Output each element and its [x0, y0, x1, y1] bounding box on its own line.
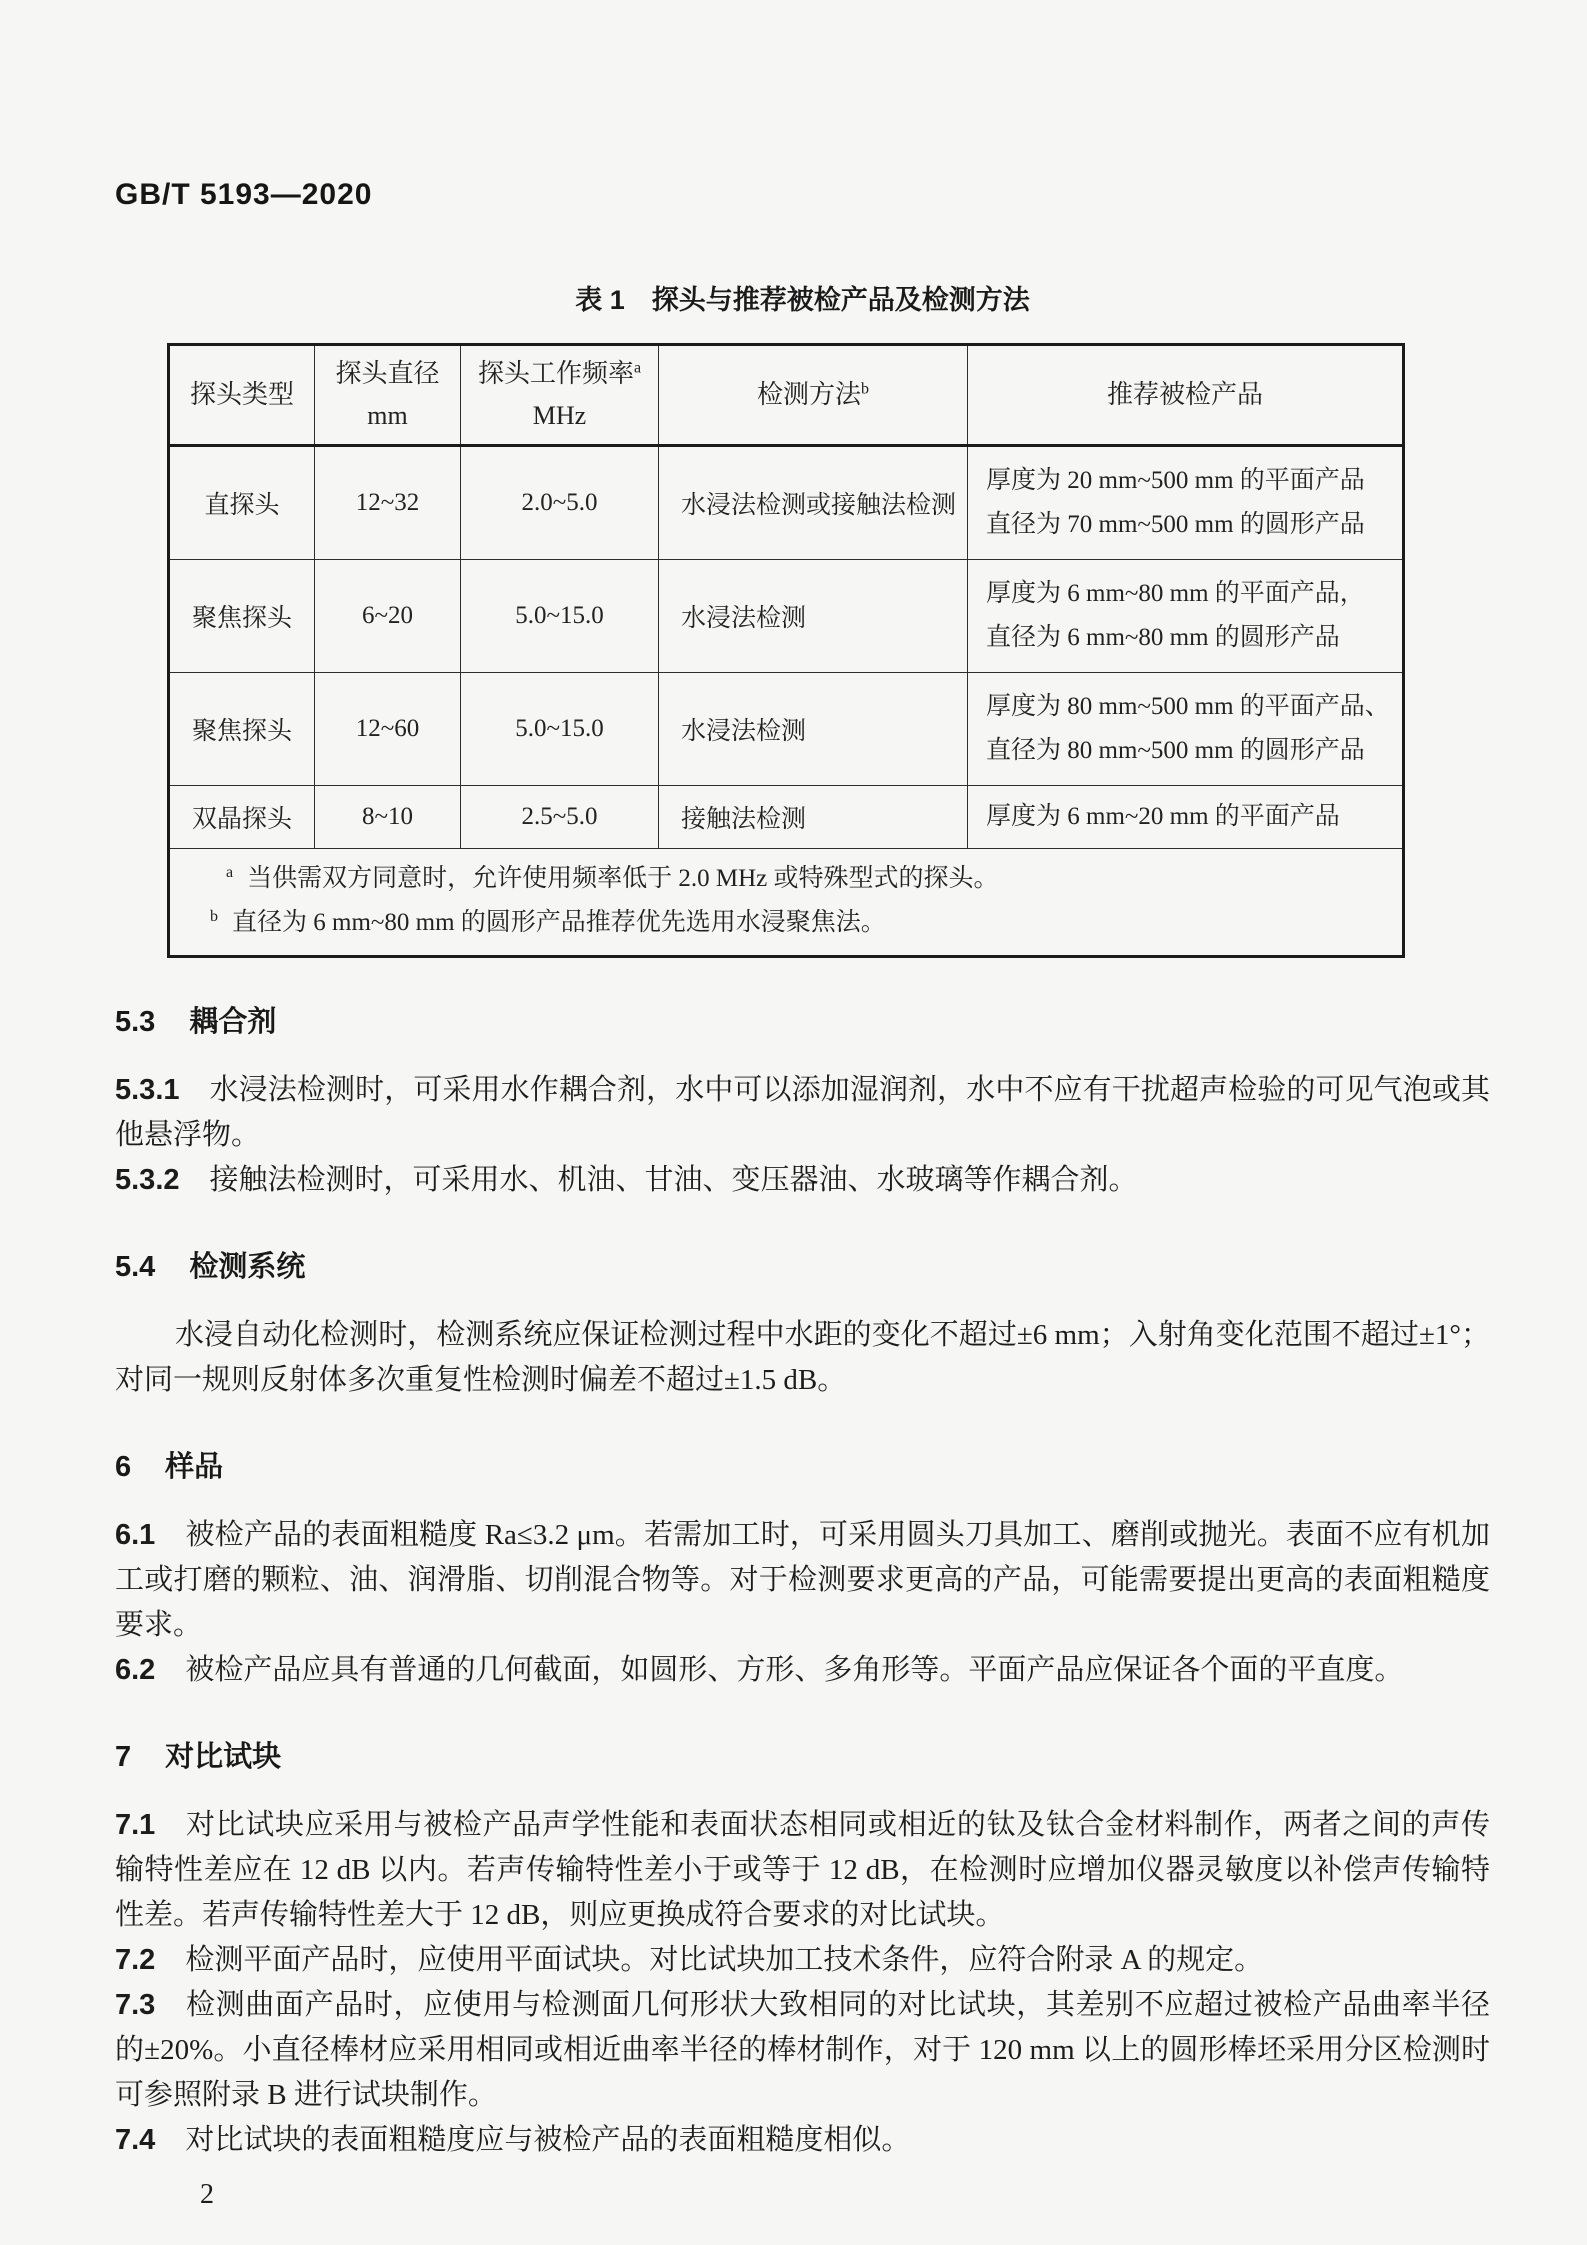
product-line: 厚度为 20 mm~500 mm 的平面产品 [986, 467, 1365, 494]
clause-number: 5.3.1 [115, 1074, 180, 1106]
footnote-marker: b [210, 907, 218, 925]
diameter-cell: 12~60 [315, 673, 461, 786]
table-row [169, 673, 1404, 786]
clause-paragraph [115, 1158, 1490, 1203]
table-row [169, 560, 1404, 673]
paragraph-text: 水浸自动化检测时，检测系统应保证检测过程中水距的变化不超过±6 mm；入射角变化范围不超过±1°；对同一规则反射体多次重复性检测时偏差不超过±1.5 dB。 [115, 1319, 1490, 1396]
column-header-label: 探头工作频率 [477, 359, 634, 388]
section-title: 对比试块 [165, 1741, 282, 1773]
section-number: 5.4 [115, 1251, 156, 1283]
section-number: 7 [115, 1741, 132, 1773]
products-cell [968, 446, 1404, 560]
clause-paragraph [115, 1513, 1490, 1648]
footnote-row [169, 849, 1404, 957]
footnote-cell [169, 849, 1404, 957]
clause-number: 6.1 [115, 1519, 156, 1551]
table-footnote [210, 901, 1382, 945]
probe-type-cell: 直探头 [169, 446, 315, 560]
clause-number: 7.1 [115, 1809, 156, 1841]
column-header-5 [968, 345, 1404, 446]
body-paragraph [115, 1313, 1490, 1403]
clause-text: 接触法检测时，可采用水、机油、甘油、变压器油、水玻璃等作耦合剂。 [209, 1164, 1138, 1196]
product-line: 厚度为 6 mm~80 mm 的平面产品， [986, 580, 1365, 607]
clause-text: 检测平面产品时，应使用平面试块。对比试块加工技术条件，应符合附录 A 的规定。 [185, 1944, 1264, 1976]
table-footnote [226, 857, 1382, 901]
standard-number: GB/T 5193—2020 [115, 178, 373, 211]
section-heading [115, 1449, 1490, 1485]
section-heading [115, 1739, 1490, 1775]
clause-number: 7.4 [115, 2124, 156, 2156]
clause-paragraph [115, 2118, 1490, 2163]
column-header-1 [169, 345, 315, 446]
column-header-unit: mm [367, 401, 408, 430]
clause-number: 5.3.2 [115, 1164, 180, 1196]
page-number: 2 [200, 2179, 214, 2210]
footnote-marker: a [633, 359, 642, 377]
clause-number: 6.2 [115, 1654, 156, 1686]
clause-number: 7.2 [115, 1944, 156, 1976]
frequency-cell: 5.0~15.0 [461, 673, 659, 786]
product-line: 直径为 70 mm~500 mm 的圆形产品 [986, 511, 1365, 538]
frequency-cell: 2.5~5.0 [461, 786, 659, 849]
section-title: 检测系统 [189, 1251, 306, 1283]
footnote-text: 直径为 6 mm~80 mm 的圆形产品推荐优先选用水浸聚焦法。 [232, 909, 886, 936]
product-line: 直径为 6 mm~80 mm 的圆形产品 [986, 624, 1340, 651]
clause-number: 7.3 [115, 1989, 156, 2021]
footnote-marker: b [861, 380, 869, 398]
products-cell [968, 560, 1404, 673]
clause-paragraph [115, 1938, 1490, 1983]
clause-text: 对比试块应采用与被检产品声学性能和表面状态相同或相近的钛及钛合金材料制作，两者之间的声传输特性差应在 12 dB 以内。若声传输特性差小于或等于 12 dB，在检测时应增加仪器灵敏度以补偿声传输特性差。若声传输特性差大于 12 dB，则应更换成符合要求的对比试块。 [115, 1809, 1490, 1931]
clause-paragraph [115, 1983, 1490, 2118]
probe-table-footnotes [169, 849, 1404, 957]
clause-text: 检测曲面产品时，应使用与检测面几何形状大致相同的对比试块，其差别不应超过被检产品曲率半径的±20%。小直径棒材应采用相同或相近曲率半径的棒材制作，对于 120 mm 以上的圆形棒坯采用分区检测时可参照附录 B 进行试块制作。 [115, 1989, 1490, 2111]
clause-paragraph [115, 1068, 1490, 1158]
frequency-cell: 2.0~5.0 [461, 446, 659, 560]
product-line: 厚度为 6 mm~20 mm 的平面产品 [986, 803, 1340, 830]
diameter-cell: 8~10 [315, 786, 461, 849]
table-row [169, 446, 1404, 560]
column-header-2 [315, 345, 461, 446]
section-heading [115, 1004, 1490, 1040]
column-header-label: 推荐被检产品 [1106, 380, 1263, 409]
probe-type-cell: 聚焦探头 [169, 560, 315, 673]
section-title: 耦合剂 [189, 1006, 277, 1038]
clause-text: 对比试块的表面粗糙度应与被检产品的表面粗糙度相似。 [185, 2124, 911, 2156]
clause-text: 被检产品的表面粗糙度 Ra≤3.2 μm。若需加工时，可采用圆头刀具加工、磨削或抛光。表面不应有机加工或打磨的颗粒、油、润滑脂、切削混合物等。对于检测要求更高的产品，可能需要提出更高的表面粗糙度要求。 [115, 1519, 1490, 1641]
section-title: 样品 [165, 1451, 224, 1483]
footnote-marker: a [226, 863, 234, 881]
footnote-text: 当供需双方同意时，允许使用频率低于 2.0 MHz 或特殊型式的探头。 [247, 865, 999, 892]
column-header-label: 探头类型 [189, 380, 294, 409]
column-header-3 [461, 345, 659, 446]
product-line: 直径为 80 mm~500 mm 的圆形产品 [986, 737, 1365, 764]
table-row [169, 786, 1404, 849]
probe-table-header [169, 345, 1404, 446]
probe-type-cell: 双晶探头 [169, 786, 315, 849]
table-title: 表 1 探头与推荐被检产品及检测方法 [575, 285, 1030, 315]
diameter-cell: 6~20 [315, 560, 461, 673]
method-cell: 水浸法检测或接触法检测 [659, 446, 968, 560]
column-header-unit: MHz [532, 401, 587, 430]
method-cell: 水浸法检测 [659, 560, 968, 673]
clause-paragraph [115, 1803, 1490, 1938]
products-cell [968, 673, 1404, 786]
product-line: 厚度为 80 mm~500 mm 的平面产品、 [986, 693, 1390, 720]
probe-table [167, 343, 1405, 958]
column-header-4 [659, 345, 968, 446]
frequency-cell: 5.0~15.0 [461, 560, 659, 673]
method-cell: 接触法检测 [659, 786, 968, 849]
probe-type-cell: 聚焦探头 [169, 673, 315, 786]
probe-table-body [169, 446, 1404, 849]
clause-paragraph [115, 1648, 1490, 1693]
products-cell [968, 786, 1404, 849]
document-sections [115, 1004, 1490, 2163]
section-heading [115, 1249, 1490, 1285]
diameter-cell: 12~32 [315, 446, 461, 560]
method-cell: 水浸法检测 [659, 673, 968, 786]
column-header-label: 探头直径 [335, 359, 440, 388]
section-number: 6 [115, 1451, 132, 1483]
table-header-row [169, 345, 1404, 446]
clause-text: 被检产品应具有普通的几何截面，如圆形、方形、多角形等。平面产品应保证各个面的平直度。 [185, 1654, 1404, 1686]
clause-text: 水浸法检测时，可采用水作耦合剂，水中可以添加湿润剂，水中不应有干扰超声检验的可见气泡或其他悬浮物。 [115, 1074, 1490, 1151]
section-number: 5.3 [115, 1006, 156, 1038]
column-header-label: 检测方法 [756, 380, 861, 409]
